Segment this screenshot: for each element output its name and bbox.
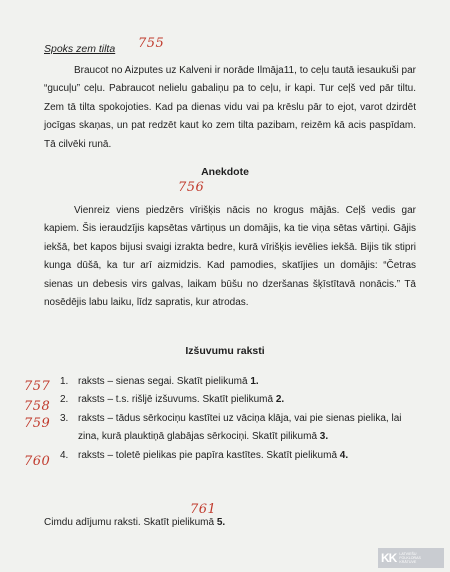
- handwritten-number: 757: [24, 379, 51, 394]
- list-item: 4. raksts – toletē pielikas pie papīra kastītes. Skatīt pielikumā 4.: [60, 449, 349, 461]
- closing-line: Cimdu adījumu raksti. Skatīt pielikumā 5.: [44, 517, 226, 528]
- handwritten-number: 759: [24, 416, 51, 431]
- logo-mark: KK: [381, 551, 397, 565]
- handwritten-number: 755: [138, 36, 165, 51]
- list-item: 3. raksts – tādus sērkociņu kastītei uz vāciņa klāja, vai pie sienas pielika, lai zina, kurā plauktiņā glabājas sērkociņi. Skatīt pilikumā 3.: [60, 412, 402, 443]
- list-item: 2. raksts – t.s. rišljē izšuvums. Skatīt pielikumā 2.: [60, 394, 285, 406]
- story-paragraph-anekdote: Vienreiz viens piedzērs vīrišķis nācis no krogus mājās. Ceļš vedis gar kapiem. Šis ieraudzījis kapsētas vārtiņus un domājis, ka tie viņa sētas vārtiņi. Gājis iekšā, bet kapos bijusi svaigi izrakta bedre, kurā vīrišķis ievēlies iekšā. Bijis tik stipri kunga dūšā, ka tur arī aizmidzis. Kad pamodies, skatījies un domājis: “Četras sienas un debesis virs galvas, laikam būšu no dzeršanas šķīstītavā nonācis.” Tā nosēdējis labu laiku, līdz sapratis, kur atrodas.: [44, 205, 416, 309]
- section-heading-anekdote: Anekdote: [201, 166, 249, 178]
- pattern-list: [44, 373, 424, 465]
- handwritten-number: 761: [190, 502, 217, 517]
- list-item: 1. raksts – sienas segai. Skatīt pielikumā 1.: [60, 376, 259, 387]
- handwritten-number: 760: [24, 454, 51, 469]
- handwritten-number: 758: [24, 399, 51, 414]
- section-title-spoks: Spoks zem tilta: [44, 43, 116, 55]
- handwritten-number: 756: [178, 180, 205, 195]
- story-paragraph-spoks: Braucot no Aizputes uz Kalveni ir norāde Ilmāja11, to ceļu tautā iesaukuši par “gucuļu” ceļu. Pabraucot nelielu gabaliņu pa to ceļu, ir kapi. Tur ceļš ved pār tiltu. Zem tā tilta spokojoties. Kad pa dienas vidu vai pa krēslu pār to ejot, varot dzirdēt jocīgas skaņas, un pat redzēt kaut ko zem tilta pazibam, reizēm kā acis paspīdam. Tā cilvēki runā.: [44, 65, 416, 150]
- section-heading-izsuvumu: Izšuvumu raksti: [185, 345, 265, 357]
- logo-text: LATVIEŠU FOLKLORAS KRĀTUVE: [399, 552, 421, 564]
- archive-logo: [378, 548, 444, 568]
